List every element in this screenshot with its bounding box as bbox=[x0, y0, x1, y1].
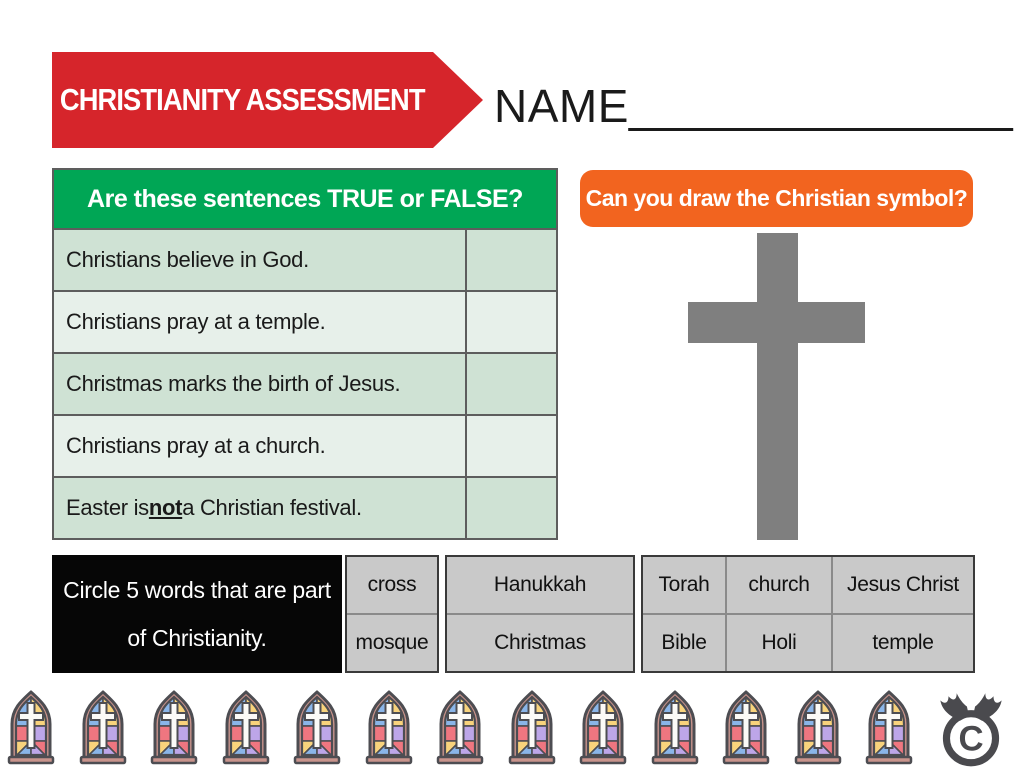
word-cell[interactable]: Jesus Christ bbox=[831, 557, 973, 613]
stained-glass-window-icon bbox=[507, 690, 557, 766]
tf-answer-cell[interactable] bbox=[465, 230, 556, 290]
stained-glass-window-icon bbox=[864, 690, 914, 766]
word-row bbox=[347, 613, 437, 671]
word-group bbox=[445, 555, 635, 673]
word-row bbox=[347, 557, 437, 613]
page-title: CHRISTIANITY ASSESSMENT bbox=[60, 82, 425, 117]
stained-glass-window-icon bbox=[435, 690, 485, 766]
tf-statement: Easter is not a Christian festival. bbox=[66, 495, 362, 520]
tf-row bbox=[54, 476, 556, 538]
tf-answer-cell[interactable] bbox=[465, 354, 556, 414]
tf-statement: Christians believe in God. bbox=[66, 247, 309, 272]
tf-answer-cell[interactable] bbox=[465, 478, 556, 538]
stained-glass-window-icon bbox=[793, 690, 843, 766]
circle-words-instruction: Circle 5 words that are part of Christianity. bbox=[52, 555, 342, 673]
tf-answer-cell[interactable] bbox=[465, 292, 556, 352]
tf-row bbox=[54, 414, 556, 476]
moose-copyright-logo bbox=[925, 688, 1017, 768]
word-group bbox=[641, 555, 975, 673]
name-label: NAME bbox=[494, 80, 629, 132]
tf-statement: Christmas marks the birth of Jesus. bbox=[66, 371, 401, 396]
word-row bbox=[447, 557, 633, 613]
stained-glass-window-icon bbox=[149, 690, 199, 766]
word-cell[interactable]: Hanukkah bbox=[447, 557, 633, 613]
name-field bbox=[494, 68, 1014, 132]
word-cell[interactable]: cross bbox=[347, 557, 437, 613]
word-group bbox=[345, 555, 439, 673]
tf-rows bbox=[54, 228, 556, 538]
true-false-table bbox=[52, 168, 558, 540]
banner-arrow-icon bbox=[433, 52, 483, 148]
windows-row bbox=[6, 690, 914, 766]
word-cell[interactable]: church bbox=[725, 557, 831, 613]
word-grid bbox=[345, 555, 975, 673]
cross-vertical-bar bbox=[757, 233, 798, 540]
draw-symbol-title: Can you draw the Christian symbol? bbox=[580, 170, 973, 227]
stained-glass-window-icon bbox=[6, 690, 56, 766]
stained-glass-window-icon bbox=[221, 690, 271, 766]
tf-statement: Christians pray at a temple. bbox=[66, 309, 326, 334]
stained-glass-window-icon bbox=[364, 690, 414, 766]
tf-answer-cell[interactable] bbox=[465, 416, 556, 476]
stained-glass-window-icon bbox=[650, 690, 700, 766]
tf-row bbox=[54, 352, 556, 414]
name-blank-line[interactable]: _______________ bbox=[628, 80, 1013, 132]
cross-horizontal-bar bbox=[688, 302, 865, 343]
word-cell[interactable]: Torah bbox=[643, 557, 725, 613]
stained-glass-window-icon bbox=[78, 690, 128, 766]
word-cell[interactable]: temple bbox=[831, 615, 973, 671]
word-cell[interactable]: Bible bbox=[643, 615, 725, 671]
word-row bbox=[447, 613, 633, 671]
stained-glass-window-icon bbox=[578, 690, 628, 766]
stained-glass-window-icon bbox=[721, 690, 771, 766]
tf-row bbox=[54, 290, 556, 352]
tf-row bbox=[54, 228, 556, 290]
tf-statement: Christians pray at a church. bbox=[66, 433, 326, 458]
word-row bbox=[643, 613, 973, 671]
title-banner bbox=[52, 52, 433, 148]
word-row bbox=[643, 557, 973, 613]
tf-table-title: Are these sentences TRUE or FALSE? bbox=[54, 170, 556, 228]
copyright-c-glyph: C bbox=[958, 720, 984, 759]
word-cell[interactable]: mosque bbox=[347, 615, 437, 671]
word-cell[interactable]: Holi bbox=[725, 615, 831, 671]
stained-glass-window-icon bbox=[292, 690, 342, 766]
word-cell[interactable]: Christmas bbox=[447, 615, 633, 671]
